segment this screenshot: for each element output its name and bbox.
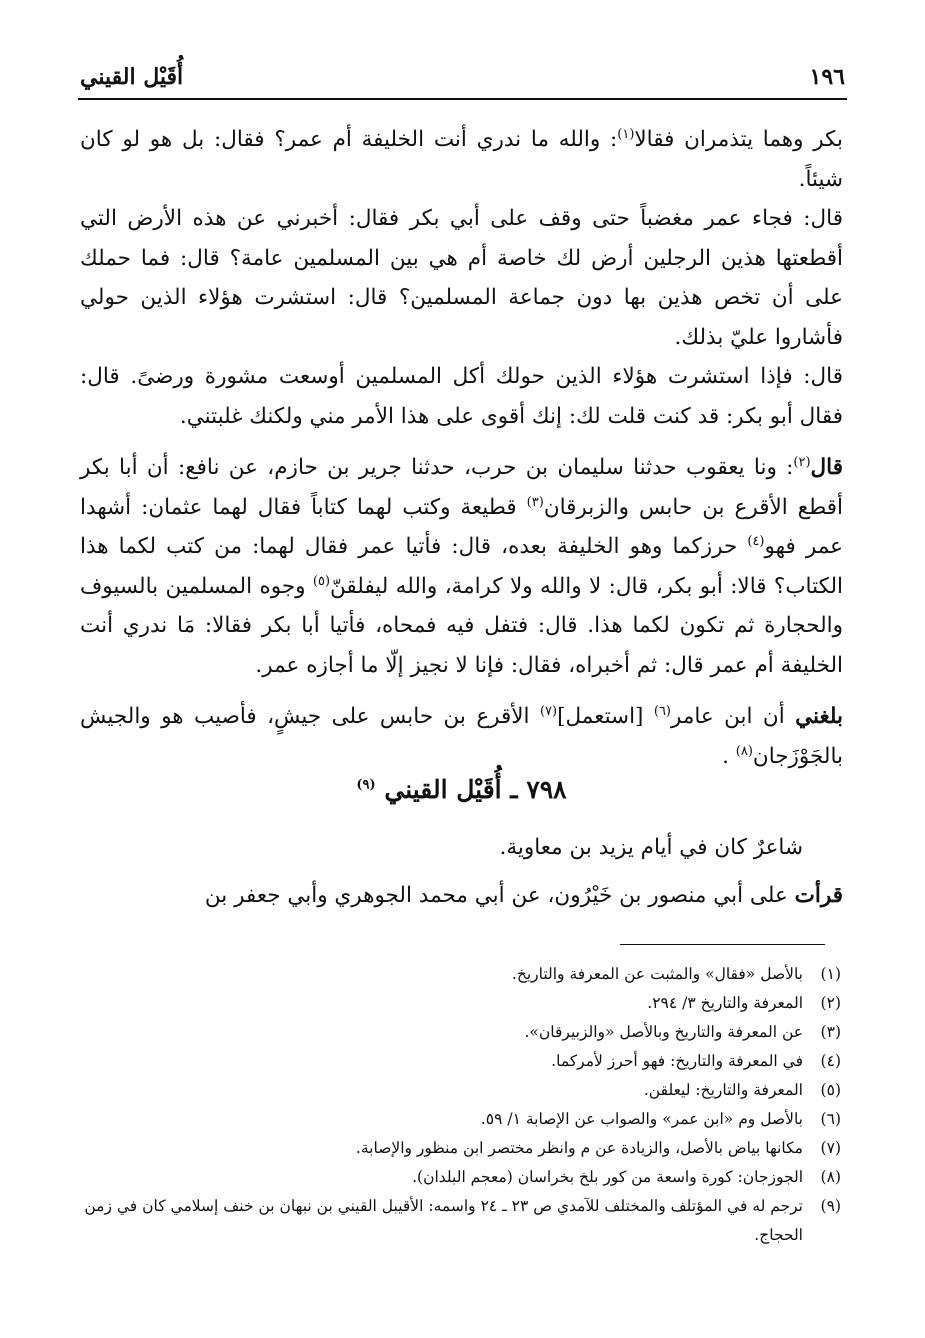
entry-text: [80, 824, 843, 920]
footnote-divider: [620, 944, 825, 945]
footnote: [80, 1076, 841, 1105]
footnote-text: ترجم له في المؤتلف والمختلف للآمدي ص ٢٣ ـ ٢٤ واسمه: الأقيبل القيني بن نبهان بن خنف إسلامي كان في زمن الحجاج.: [84, 1197, 803, 1244]
footnote-ref-8: (٨): [735, 743, 753, 759]
lead-word: قرأت: [794, 883, 843, 908]
entry-title: ٧٩٨ ـ أُقَيْل القيني: [384, 775, 567, 804]
footnote-number: (٦): [820, 1110, 841, 1128]
footnote-text: مكانها بياض بالأصل، والزيادة عن م وانظر مختصر ابن منظور والإصابة.: [355, 1139, 803, 1157]
paragraph-4: [80, 448, 843, 685]
footnote: [80, 989, 841, 1018]
footnote-text: بالأصل «فقال» والمثبت عن المعرفة والتاريخ.: [511, 965, 803, 983]
entry-heading: [80, 775, 843, 804]
footnote: [80, 1134, 841, 1163]
paragraph-3: قال: فإذا استشرت هؤلاء الذين حولك أكل المسلمين أوسعت مشورة ورضىً. قال: فقال أبو بكر: قد كنت قلت لك: إنك أقوى على هذا الأمر مني ولكنك غلبتني.: [80, 364, 843, 429]
footnote-text: المعرفة والتاريخ ٣/ ٢٩٤.: [647, 994, 803, 1012]
footnote-text: في المعرفة والتاريخ: فهو أحرز لأمركما.: [551, 1052, 803, 1070]
footnote: [80, 960, 841, 989]
text-run: قطيعة وكتب لهما كتاباً فقال لهما عثمان: أشهدا عمر فهو: [80, 494, 844, 559]
footnote-ref-1: (١): [617, 126, 635, 142]
footnote-number: (٥): [820, 1081, 841, 1099]
text-run: : ونا يعقوب حدثنا سليمان بن حرب، حدثنا جرير بن حازم، عن نافع: أن أبا بكر أقطع الأقرع بن حابس والزبرقان: [80, 455, 843, 520]
footnote-number: (٢): [820, 994, 841, 1012]
entry-line-2: [80, 872, 843, 920]
footnote-number: (٩): [820, 1197, 841, 1215]
text-run: الأقرع بن حابس على جيشٍ، فأصيب هو والجيش بالجَوْزَجان: [80, 704, 843, 769]
main-text: [80, 120, 843, 776]
footnote-text: عن المعرفة والتاريخ وبالأصل «والزبيرقان».: [524, 1023, 803, 1041]
page-number: ١٩٦: [809, 64, 845, 90]
footnote-ref-5: (٥): [312, 573, 331, 589]
footnote-number: (٤): [820, 1052, 841, 1070]
text-run: [استعمل]: [557, 704, 654, 729]
footnote-number: (١): [820, 965, 841, 983]
footnote: [80, 1192, 841, 1250]
footnote-ref-2: (٢): [793, 454, 811, 470]
footnote-number: (٧): [820, 1139, 841, 1157]
footnote-ref-3: (٣): [526, 494, 544, 510]
footnote: [80, 1047, 841, 1076]
paragraph-2: قال: فجاء عمر مغضباً حتى وقف على أبي بكر فقال: أخبرني عن هذه الأرض التي أقطعتها هذين الرجلين أرض لك خاصة أم هي بين المسلمين عامة؟ قال: فما حملك على أن تخص هذين بها دون جماعة المسلمين؟ قال: استشرت هؤلاء الذين حولي فأشاروا عليّ بذلك.: [80, 206, 843, 350]
text-run: وجوه المسلمين بالسيوف والحجارة ثم تكون لكما هذا. قال: فتفل فيه فمحاه، فأتيا أبا بكر فقالا: مَا ندري أنت الخليفة أم عمر قال: ثم أخبراه، فقال: فإنا لا نجيز إلّا ما أجازه عمر.: [80, 573, 843, 678]
text-run: على أبي منصور بن خَيْرُون، عن أبي محمد الجوهري وأبي جعفر بن: [204, 883, 795, 908]
lead-word: بلغني: [795, 704, 843, 729]
footnote: [80, 1018, 841, 1047]
text-run: حرزكما وهو الخليفة بعده، قال: فأتيا عمر فقال لهما: من كتب لكما هذا الكتاب؟ قالا: أبو بكر، قال: لا والله ولا كرامة، والله ليفلقنّ: [80, 534, 843, 599]
text-run: بكر وهما يتذمران فقالا: [634, 127, 843, 152]
footnote-ref-7: (٧): [539, 703, 558, 719]
footnote-ref-4: (٤): [747, 533, 765, 549]
footnote-text: الجوزجان: كورة واسعة من كور بلخ بخراسان (معجم البلدان).: [412, 1168, 803, 1186]
paragraph-5: [80, 697, 843, 776]
page-header: [78, 58, 847, 100]
footnote-ref-6: (٦): [653, 703, 671, 719]
text-run: : والله ما ندري أنت الخليفة أم عمر؟ فقال: بل هو لو كان شيئاً.: [80, 127, 843, 192]
text-run: أن ابن عامر: [671, 704, 796, 729]
footnote: [80, 1105, 841, 1134]
lead-word: قال: [810, 455, 843, 480]
entry-line-1: شاعرٌ كان في أيام يزيد بن معاوية.: [499, 835, 803, 860]
footnote-ref-9: (٩): [356, 777, 376, 793]
text-run: .: [722, 743, 736, 769]
footnote-number: (٣): [820, 1023, 841, 1041]
running-title: أُقَيْل القيني: [80, 64, 184, 90]
paragraph-1: [80, 120, 843, 199]
footnote-text: بالأصل وم «ابن عمر» والصواب عن الإصابة ١/ ٥٩.: [480, 1110, 803, 1128]
footnote: [80, 1163, 841, 1192]
footnote-text: المعرفة والتاريخ: ليعلقن.: [643, 1081, 803, 1099]
footnote-number: (٨): [820, 1168, 841, 1186]
footnotes: [80, 960, 841, 1250]
